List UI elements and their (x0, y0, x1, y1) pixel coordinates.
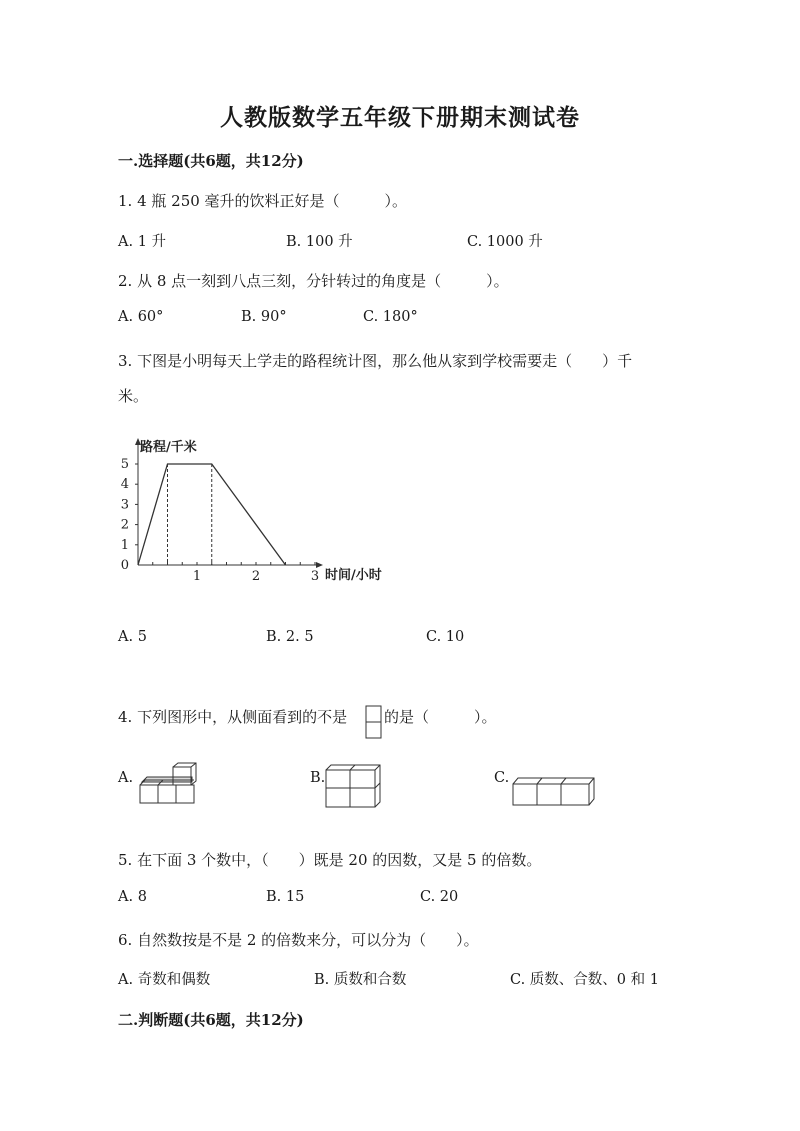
y-tick-label: 3 (120, 497, 129, 513)
x-tick-label: 3 (310, 569, 320, 584)
question-4-before: 4. 下列图形中，从侧面看到的不是 (118, 708, 348, 726)
two-stacked-squares-figure (365, 705, 383, 741)
q6-option-c: C. 质数、合数、0 和 1 (510, 972, 659, 988)
q4-option-c-figure (510, 775, 596, 809)
q3-option-a: A. 5 (118, 629, 147, 645)
q5-option-b: B. 15 (266, 889, 305, 905)
q6-option-a: A. 奇数和偶数 (118, 972, 211, 988)
question-3-line-2: 米。 (118, 387, 149, 405)
question-4-after: 的是（ ）。 (384, 708, 497, 726)
q4-option-a-figure (136, 762, 198, 806)
q4-option-a-label: A. (118, 770, 134, 786)
q6-option-b: B. 质数和合数 (314, 972, 407, 988)
section-heading-judgement: 二.判断题(共6题，共12分) (118, 1011, 304, 1029)
question-1: 1. 4 瓶 250 毫升的饮料正好是（ ）。 (118, 192, 408, 210)
q4-option-b-label: B. (310, 770, 326, 786)
q5-option-c: C. 20 (420, 889, 459, 905)
x-axis-label: 时间/小时 (325, 568, 382, 583)
q1-option-a: A. 1 升 (118, 234, 167, 250)
question-5: 5. 在下面 3 个数中，（ ）既是 20 的因数，又是 5 的倍数。 (118, 851, 542, 869)
q1-option-c: C. 1000 升 (467, 234, 543, 250)
question-3-line-1: 3. 下图是小明每天上学走的路程统计图，那么他从家到学校需要走（ ）千 (118, 352, 633, 370)
y-tick-label: 4 (120, 477, 129, 493)
y-tick-label: 2 (120, 517, 129, 533)
q2-option-c: C. 180° (363, 309, 418, 325)
q2-option-b: B. 90° (241, 309, 287, 325)
x-tick-label: 1 (192, 569, 202, 584)
q1-option-b: B. 100 升 (286, 234, 353, 250)
y-tick-label: 0 (120, 558, 129, 573)
section-heading-choice: 一.选择题(共6题，共12分) (118, 152, 304, 170)
y-tick-label: 5 (120, 457, 129, 472)
question-2: 2. 从 8 点一刻到八点三刻，分针转过的角度是（ ）。 (118, 272, 509, 290)
question-6: 6. 自然数按是不是 2 的倍数来分，可以分为（ ）。 (118, 931, 479, 949)
q3-option-b: B. 2. 5 (266, 629, 314, 645)
q5-option-a: A. 8 (118, 889, 147, 905)
y-axis-label: 路程/千米 (140, 440, 197, 455)
x-axis-arrow (316, 562, 323, 568)
q4-option-c-label: C. (494, 770, 510, 786)
x-tick-label: 2 (251, 569, 261, 584)
q2-option-a: A. 60° (118, 309, 164, 325)
distance-time-chart (110, 435, 410, 590)
page-title: 人教版数学五年级下册期末测试卷 (220, 104, 580, 131)
y-tick-label: 1 (120, 537, 129, 553)
q3-option-c: C. 10 (426, 629, 465, 645)
q4-option-b-figure (324, 762, 382, 810)
